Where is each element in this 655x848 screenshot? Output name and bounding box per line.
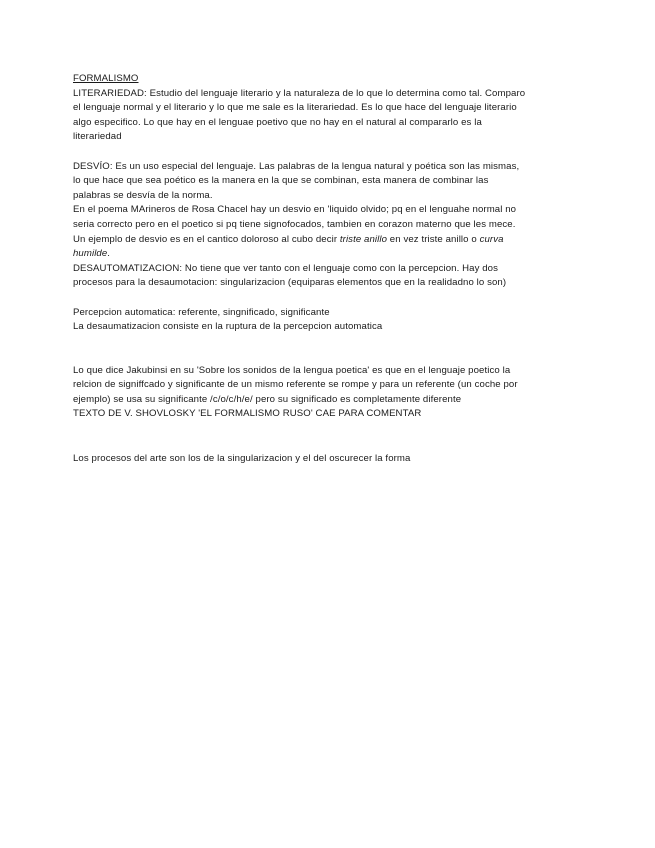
percepcion-line: Percepcion automatica: referente, singnificado, significante bbox=[73, 306, 330, 318]
document-body bbox=[73, 72, 528, 467]
desautomatizacion-paragraph: DESAUTOMATIZACION: No tiene que ver tanto con el lenguaje como con la percepcion. Hay dos procesos para la desaumotacion: singularizacion (equiparas elementos que en la realidadno lo son) bbox=[73, 262, 507, 289]
poema-paragraph: En el poema MArineros de Rosa Chacel hay un desvio en 'liquido olvido; pq en el lenguahe normal no seria correcto pero en el poetico si pq tiene signofocados, tambien en corazon materno que les mece. bbox=[73, 204, 517, 230]
ejemplo-italic-curva-humilde: curva humilde bbox=[73, 233, 504, 260]
ejemplo-text-end: . bbox=[107, 248, 111, 260]
procesos-line: Los procesos del arte son los de la singularizacion y el del oscurecer la forma bbox=[73, 453, 411, 465]
document-title: FORMALISMO bbox=[73, 73, 139, 84]
ejemplo-paragraph bbox=[73, 233, 528, 262]
spacer bbox=[73, 291, 528, 306]
spacer bbox=[73, 335, 528, 364]
literariedad-paragraph: LITERARIEDAD: Estudio del lenguaje literario y la naturaleza de lo que lo determina como tal. Comparo el lenguaje normal y el literario y lo que me sale es la literariedad. Es lo que hace del lenguaje literario algo especifico. Lo que hay en el lenguae poetivo que no hay en el natural al compararlo es la literariedad bbox=[73, 87, 526, 143]
texto-comentar-line: TEXTO DE V. SHOVLOSKY 'EL FORMALISMO RUSO' CAE PARA COMENTAR bbox=[73, 408, 422, 420]
spacer bbox=[73, 422, 528, 452]
ejemplo-text-start: Un ejemplo de desvio es en el cantico doloroso al cubo decir bbox=[73, 233, 340, 245]
ejemplo-text-middle: en vez triste anillo o bbox=[387, 233, 480, 245]
ejemplo-italic-triste-anillo: triste anillo bbox=[339, 233, 388, 245]
spacer bbox=[73, 145, 528, 160]
desaumatizacion-line: La desaumatizacion consiste en la ruptura de la percepcion automatica bbox=[73, 321, 383, 333]
jakubinski-paragraph: Lo que dice Jakubinsi en su 'Sobre los sonidos de la lengua poetica' es que en el lenguaje poetico la relcion de signiffcado y significante de un mismo referente se rompe y para un referente (un coche por ejemplo) se usa su significante /c/o/c/h/e/ pero su significado es completamente diferente bbox=[73, 364, 518, 405]
desvio-paragraph: DESVÍO: Es un uso especial del lenguaje. Las palabras de la lengua natural y poética son las mismas, lo que hace que sea poético es la manera en la que se combinan, esta manera de combinar las palabras se desvía de la norma. bbox=[73, 160, 520, 201]
